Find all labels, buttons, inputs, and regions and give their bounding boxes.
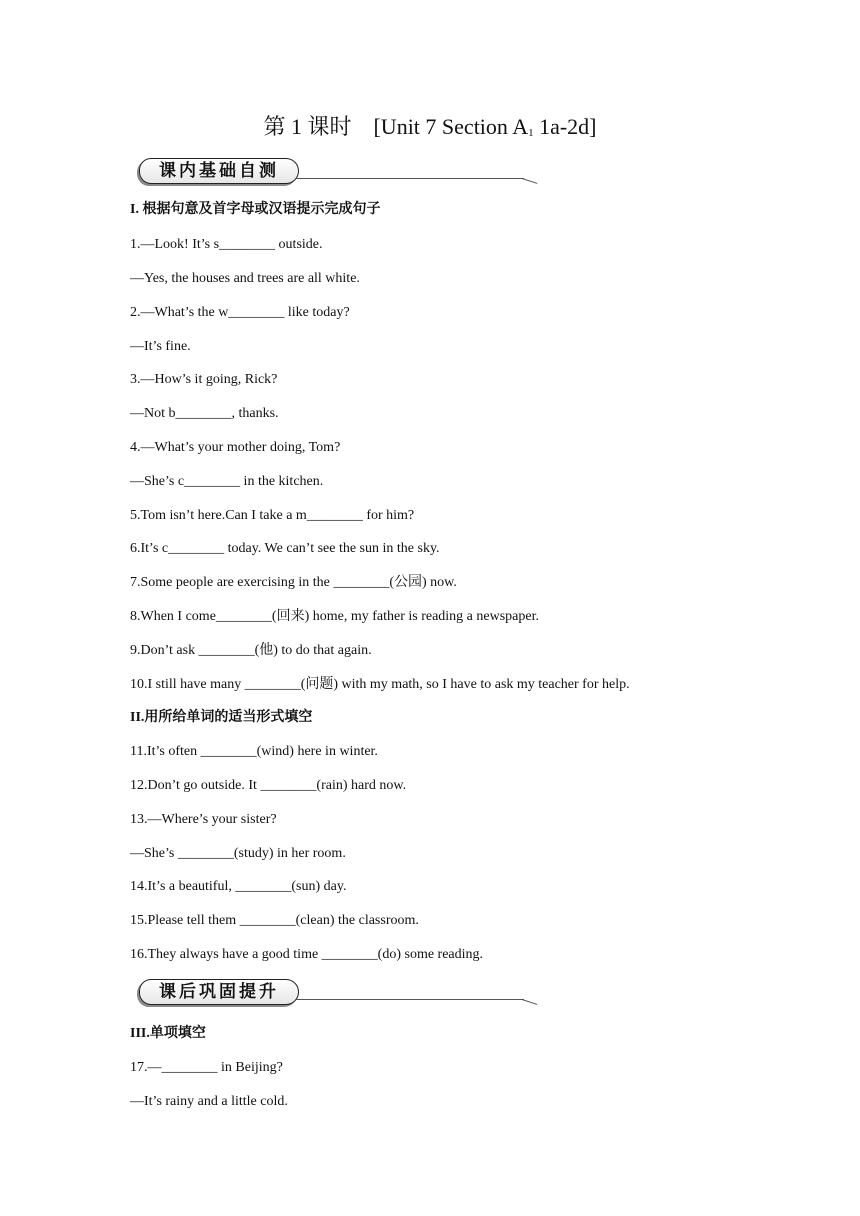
banner-rule-tail [522, 178, 538, 184]
question-line: 10.I still have many ________(问题) with my math, so I have to ask my teacher for help. [130, 677, 630, 692]
banner-pill [139, 158, 299, 184]
question-line: 6.It’s c________ today. We can’t see the sun in the sky. [130, 541, 440, 556]
banner-rule [296, 178, 524, 179]
question-line: —Yes, the houses and trees are all white. [130, 271, 360, 286]
question-line: —It’s fine. [130, 339, 191, 354]
question-line: 3.—How’s it going, Rick? [130, 372, 278, 387]
title-main: 第 1 课时 [Unit 7 Section A [263, 114, 529, 139]
section-heading-1: I. 根据句意及首字母或汉语提示完成句子 [130, 202, 381, 217]
section-heading-2: II.用所给单词的适当形式填空 [130, 710, 313, 725]
question-line: —It’s rainy and a little cold. [130, 1094, 288, 1109]
banner-rule [296, 999, 524, 1000]
question-line: 1.—Look! It’s s________ outside. [130, 237, 323, 252]
banner-label: 课后巩固提升 [159, 982, 279, 1002]
question-line: 16.They always have a good time ________(do) some reading. [130, 947, 484, 962]
title-tail: 1a-2d] [533, 114, 597, 139]
page-title [0, 112, 860, 148]
question-line: 4.—What’s your mother doing, Tom? [130, 440, 341, 455]
question-line: 5.Tom isn’t here.Can I take a m________ for him? [130, 508, 415, 523]
question-line: 7.Some people are exercising in the ________(公园) now. [130, 575, 457, 590]
question-line: 11.It’s often ________(wind) here in winter. [130, 744, 378, 759]
section-heading-3: III.单项填空 [130, 1026, 206, 1041]
question-line: —Not b________, thanks. [130, 406, 279, 421]
banner-after-class-consolidation [136, 976, 540, 1010]
question-line: —She’s ________(study) in her room. [130, 846, 346, 861]
banner-rule-tail [522, 999, 538, 1005]
banner-pill [139, 979, 299, 1005]
question-line: 17.—________ in Beijing? [130, 1060, 283, 1075]
banner-in-class-test [136, 155, 540, 189]
question-line: —She’s c________ in the kitchen. [130, 474, 324, 489]
question-line: 9.Don’t ask ________(他) to do that again. [130, 643, 372, 658]
title-subscript: 1 [528, 127, 534, 139]
question-line: 13.—Where’s your sister? [130, 812, 277, 827]
question-line: 12.Don’t go outside. It ________(rain) hard now. [130, 778, 407, 793]
banner-label: 课内基础自测 [159, 161, 279, 181]
question-line: 14.It’s a beautiful, ________(sun) day. [130, 879, 347, 894]
question-line: 15.Please tell them ________(clean) the classroom. [130, 913, 419, 928]
question-line: 2.—What’s the w________ like today? [130, 305, 350, 320]
question-line: 8.When I come________(回来) home, my father is reading a newspaper. [130, 609, 539, 624]
